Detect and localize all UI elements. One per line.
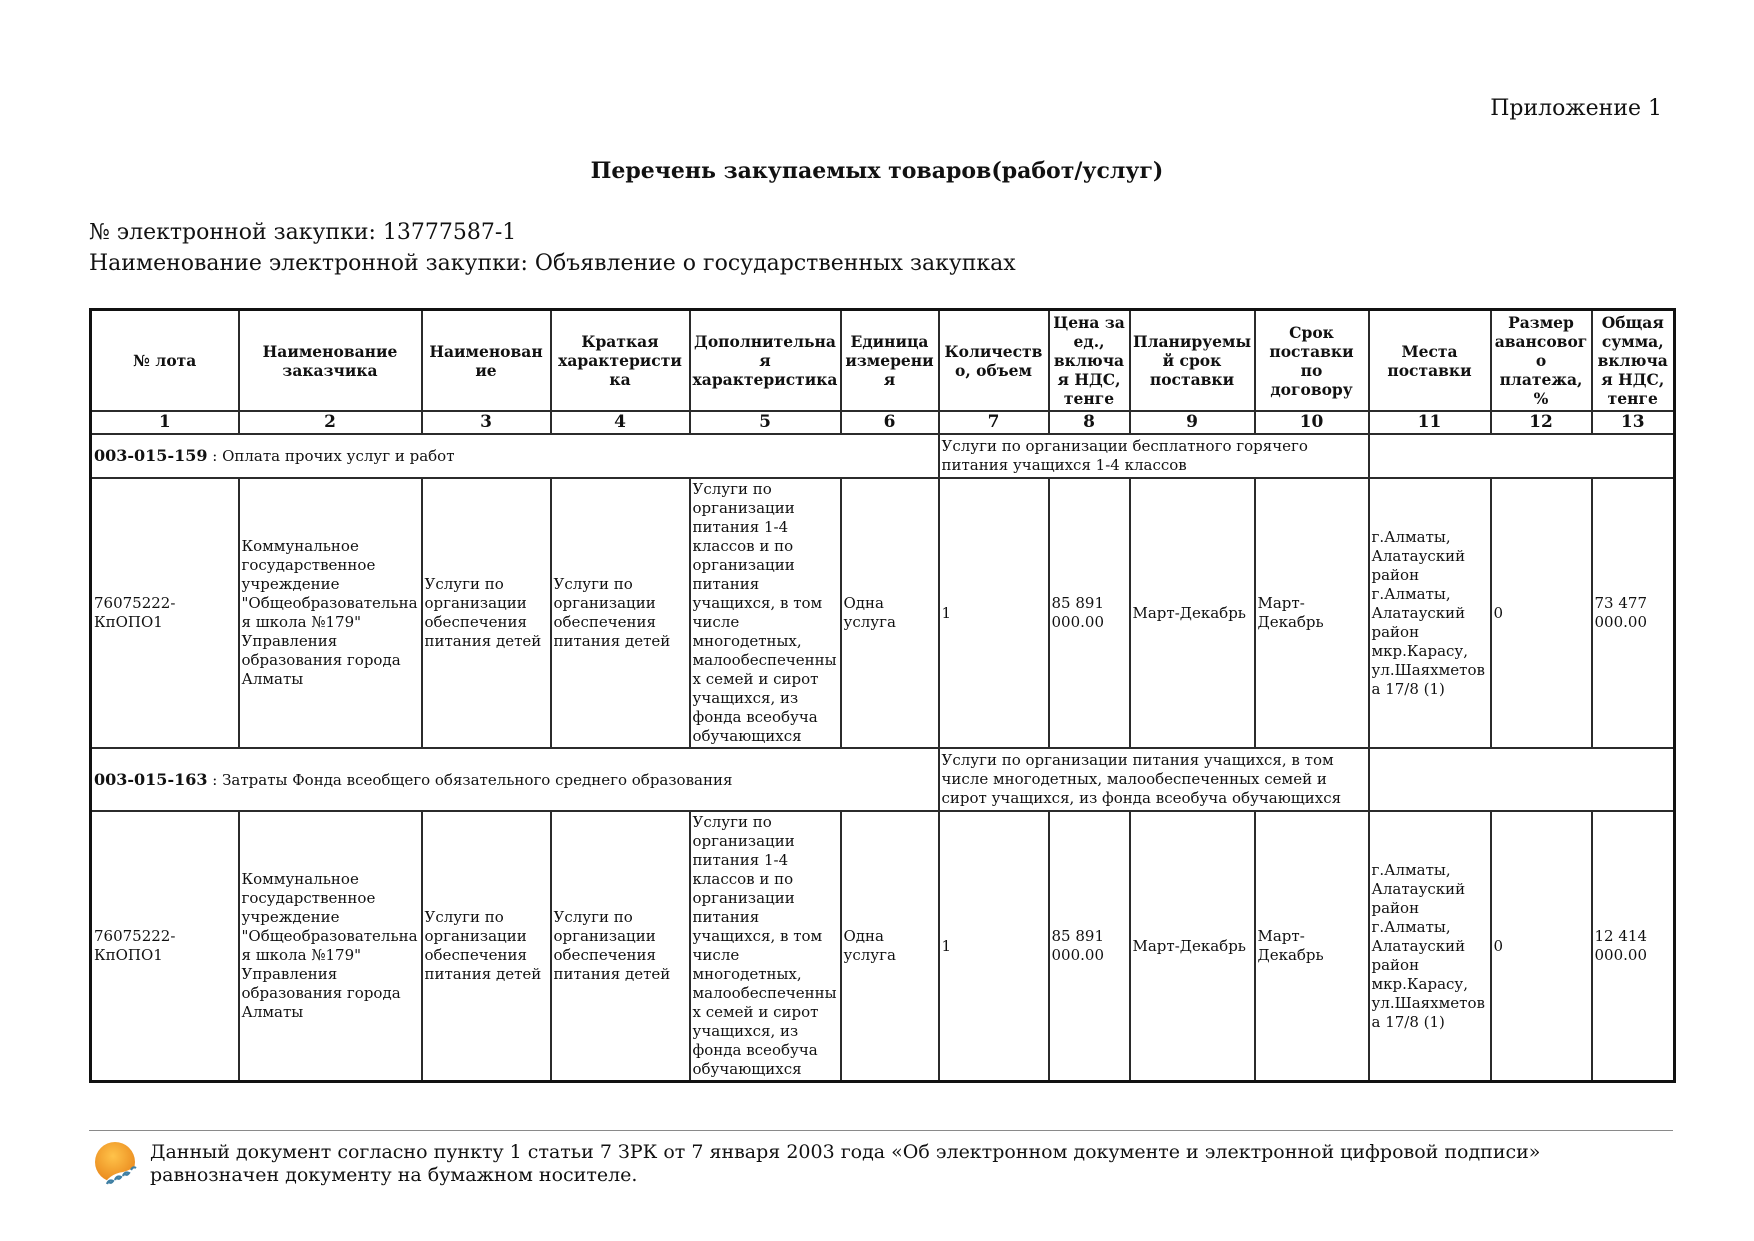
header-delivery-place: Места поставки [1369, 310, 1491, 412]
header-short-characteristic: Краткая характеристика [551, 310, 690, 412]
lot-name: Оплата прочих услуг и работ [222, 447, 455, 465]
column-number: 5 [690, 411, 841, 434]
cell-advance-payment: 0 [1491, 811, 1592, 1082]
cell-unit: Одна услуга [841, 811, 939, 1082]
header-quantity: Количество, объем [939, 310, 1049, 412]
column-number: 7 [939, 411, 1049, 434]
cell-short-characteristic: Услуги по организации обеспечения питания детей [551, 811, 690, 1082]
cell-contract-term: Март-Декабрь [1255, 811, 1369, 1082]
cell-extra-characteristic: Услуги по организации питания 1-4 классов и по организации питания учащихся, в том числе многодетных, малообеспеченных семей и сирот учащихся, из фонда всеобуча обучающихся [690, 478, 841, 748]
header-unit: Единица измерения [841, 310, 939, 412]
cell-unit-price: 85 891 000.00 [1049, 478, 1130, 748]
header-total-amount: Общая сумма, включая НДС, тенге [1592, 310, 1675, 412]
column-number: 10 [1255, 411, 1369, 434]
lot-title [91, 434, 939, 478]
procurement-number: № электронной закупки: 13777587-1 [89, 220, 517, 245]
cell-unit: Одна услуга [841, 478, 939, 748]
lot-code: 003-015-159 [94, 446, 208, 465]
cell-name: Услуги по организации обеспечения питания детей [422, 478, 551, 748]
header-contract-term: Срок поставки по договору [1255, 310, 1369, 412]
column-number: 12 [1491, 411, 1592, 434]
legal-notice: Данный документ согласно пункту 1 статьи 7 ЗРК от 7 января 2003 года «Об электронном документе и электронной цифровой подписи» равнозначен документу на бумажном носителе. [150, 1141, 1541, 1186]
cell-short-characteristic: Услуги по организации обеспечения питания детей [551, 478, 690, 748]
cell-name: Услуги по организации обеспечения питания детей [422, 811, 551, 1082]
lot-separator: : [207, 447, 223, 465]
document-title: Перечень закупаемых товаров(работ/услуг) [590, 158, 1164, 184]
table-row [91, 478, 1675, 748]
column-number: 1 [91, 411, 239, 434]
cell-lot-number: 76075222-КпОПО1 [91, 811, 239, 1082]
cell-customer: Коммунальное государственное учреждение "Общеобразовательная школа №179" Управления образования города Алматы [239, 811, 422, 1082]
header-lot-number: № лота [91, 310, 239, 412]
table-row [91, 811, 1675, 1082]
cell-total-amount: 12 414 000.00 [1592, 811, 1675, 1082]
cell-planned-term: Март-Декабрь [1130, 811, 1255, 1082]
cell-delivery-place: г.Алматы, Алатауский район г.Алматы, Алатауский район мкр.Карасу, ул.Шаяхметова 17/8 (1) [1369, 478, 1491, 748]
cell-contract-term: Март-Декабрь [1255, 478, 1369, 748]
cell-planned-term: Март-Декабрь [1130, 478, 1255, 748]
lot-name: Затраты Фонда всеобщего обязательного среднего образования [222, 770, 733, 789]
lot-header-row [91, 748, 1675, 811]
header-advance-payment: Размер авансового платежа, % [1491, 310, 1592, 412]
cell-total-amount: 73 477 000.00 [1592, 478, 1675, 748]
column-number: 8 [1049, 411, 1130, 434]
lot-description: Услуги по организации питания учащихся, в том числе многодетных, малообеспеченных семей и сирот учащихся, из фонда всеобуча обучающихся [939, 748, 1369, 811]
column-number: 4 [551, 411, 690, 434]
appendix-label: Приложение 1 [1490, 96, 1662, 121]
lot-empty-cell [1369, 748, 1675, 811]
cell-quantity: 1 [939, 811, 1049, 1082]
cell-customer: Коммунальное государственное учреждение "Общеобразовательная школа №179" Управления образования города Алматы [239, 478, 422, 748]
column-number: 6 [841, 411, 939, 434]
column-number: 9 [1130, 411, 1255, 434]
procurement-items-table [89, 308, 1676, 1083]
footer-divider [89, 1130, 1673, 1131]
column-number: 2 [239, 411, 422, 434]
lot-header-row [91, 434, 1675, 478]
header-customer-name: Наименование заказчика [239, 310, 422, 412]
header-planned-term: Планируемый срок поставки [1130, 310, 1255, 412]
header-unit-price: Цена за ед., включая НДС, тенге [1049, 310, 1130, 412]
lot-code: 003-015-163 [94, 769, 208, 789]
egov-logo-icon [93, 1140, 141, 1188]
lot-title [91, 748, 939, 811]
cell-quantity: 1 [939, 478, 1049, 748]
cell-advance-payment: 0 [1491, 478, 1592, 748]
column-number: 13 [1592, 411, 1675, 434]
header-name: Наименование [422, 310, 551, 412]
cell-delivery-place: г.Алматы, Алатауский район г.Алматы, Алатауский район мкр.Карасу, ул.Шаяхметова 17/8 (1) [1369, 811, 1491, 1082]
cell-lot-number: 76075222-КпОПО1 [91, 478, 239, 748]
lot-empty-cell [1369, 434, 1675, 478]
procurement-name: Наименование электронной закупки: Объявление о государственных закупках [89, 251, 1016, 276]
column-number: 3 [422, 411, 551, 434]
column-numbers-row [91, 411, 1675, 434]
cell-extra-characteristic: Услуги по организации питания 1-4 классов и по организации питания учащихся, в том числе многодетных, малообеспеченных семей и сирот учащихся, из фонда всеобуча обучающихся [690, 811, 841, 1082]
header-extra-characteristic: Дополнительная характеристика [690, 310, 841, 412]
lot-separator: : [207, 770, 223, 789]
lot-description: Услуги по организации бесплатного горячего питания учащихся 1-4 классов [939, 434, 1369, 478]
header-row [91, 310, 1675, 412]
column-number: 11 [1369, 411, 1491, 434]
cell-unit-price: 85 891 000.00 [1049, 811, 1130, 1082]
